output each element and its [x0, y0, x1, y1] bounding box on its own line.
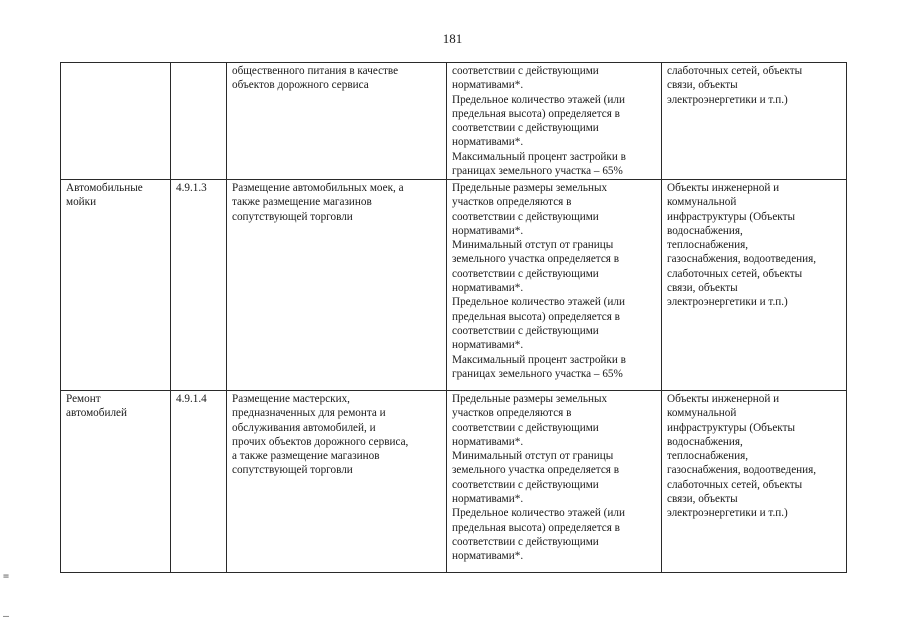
cell-parameters: соответствии с действующими нормативами*. Предельное количество этажей (или предельная высота) определяется в соответствии с действующими нормативами*. Максимальный процент застройки в границах земельного участка – 65% [447, 63, 662, 180]
table-row [61, 63, 847, 180]
cell-use-description: Размещение мастерских, предназначенных для ремонта и обслуживания автомобилей, и прочих объектов дорожного сервиса, а также размещение магазинов сопутствующей торговли [227, 391, 447, 573]
cell-parameters: Предельные размеры земельных участков определяются в соответствии с действующими нормативами*. Минимальный отступ от границы земельного участка определяется в соответствии с действующими нормативами*. Предельное количество этажей (или предельная высота) определяется в соответствии с действующими нормативами*. [447, 391, 662, 573]
cell-use-code [171, 63, 227, 180]
cell-infrastructure: Объекты инженерной и коммунальной инфраструктуры (Объекты водоснабжения, теплоснабжения, газоснабжения, водоотведения, слаботочных сетей, объекты связи, объекты электроэнергетики и т.п.) [662, 391, 847, 573]
cell-infrastructure: Объекты инженерной и коммунальной инфраструктуры (Объекты водоснабжения, теплоснабжения, газоснабжения, водоотведения, слаботочных сетей, объекты связи, объекты электроэнергетики и т.п.) [662, 180, 847, 391]
cell-use-description: Размещение автомобильных моек, а также размещение магазинов сопутствующей торговли [227, 180, 447, 391]
cell-use-name [61, 63, 171, 180]
cell-use-code: 4.9.1.3 [171, 180, 227, 391]
cell-use-code: 4.9.1.4 [171, 391, 227, 573]
page-number: 181 [442, 31, 463, 46]
cell-use-name: Автомобильные мойки [61, 180, 171, 391]
table-row [61, 180, 847, 391]
margin-mark: = [3, 571, 10, 582]
table-row [61, 391, 847, 573]
margin-mark: — [3, 611, 10, 622]
cell-use-name: Ремонт автомобилей [61, 391, 171, 573]
cell-parameters: Предельные размеры земельных участков определяются в соответствии с действующими нормативами*. Минимальный отступ от границы земельного участка определяется в соответствии с действующими нормативами*. Предельное количество этажей (или предельная высота) определяется в соответствии с действующими нормативами*. Максимальный процент застройки в границах земельного участка – 65% [447, 180, 662, 391]
cell-use-description: общественного питания в качестве объектов дорожного сервиса [227, 63, 447, 180]
zoning-table [60, 62, 847, 573]
cell-infrastructure: слаботочных сетей, объекты связи, объекты электроэнергетики и т.п.) [662, 63, 847, 180]
